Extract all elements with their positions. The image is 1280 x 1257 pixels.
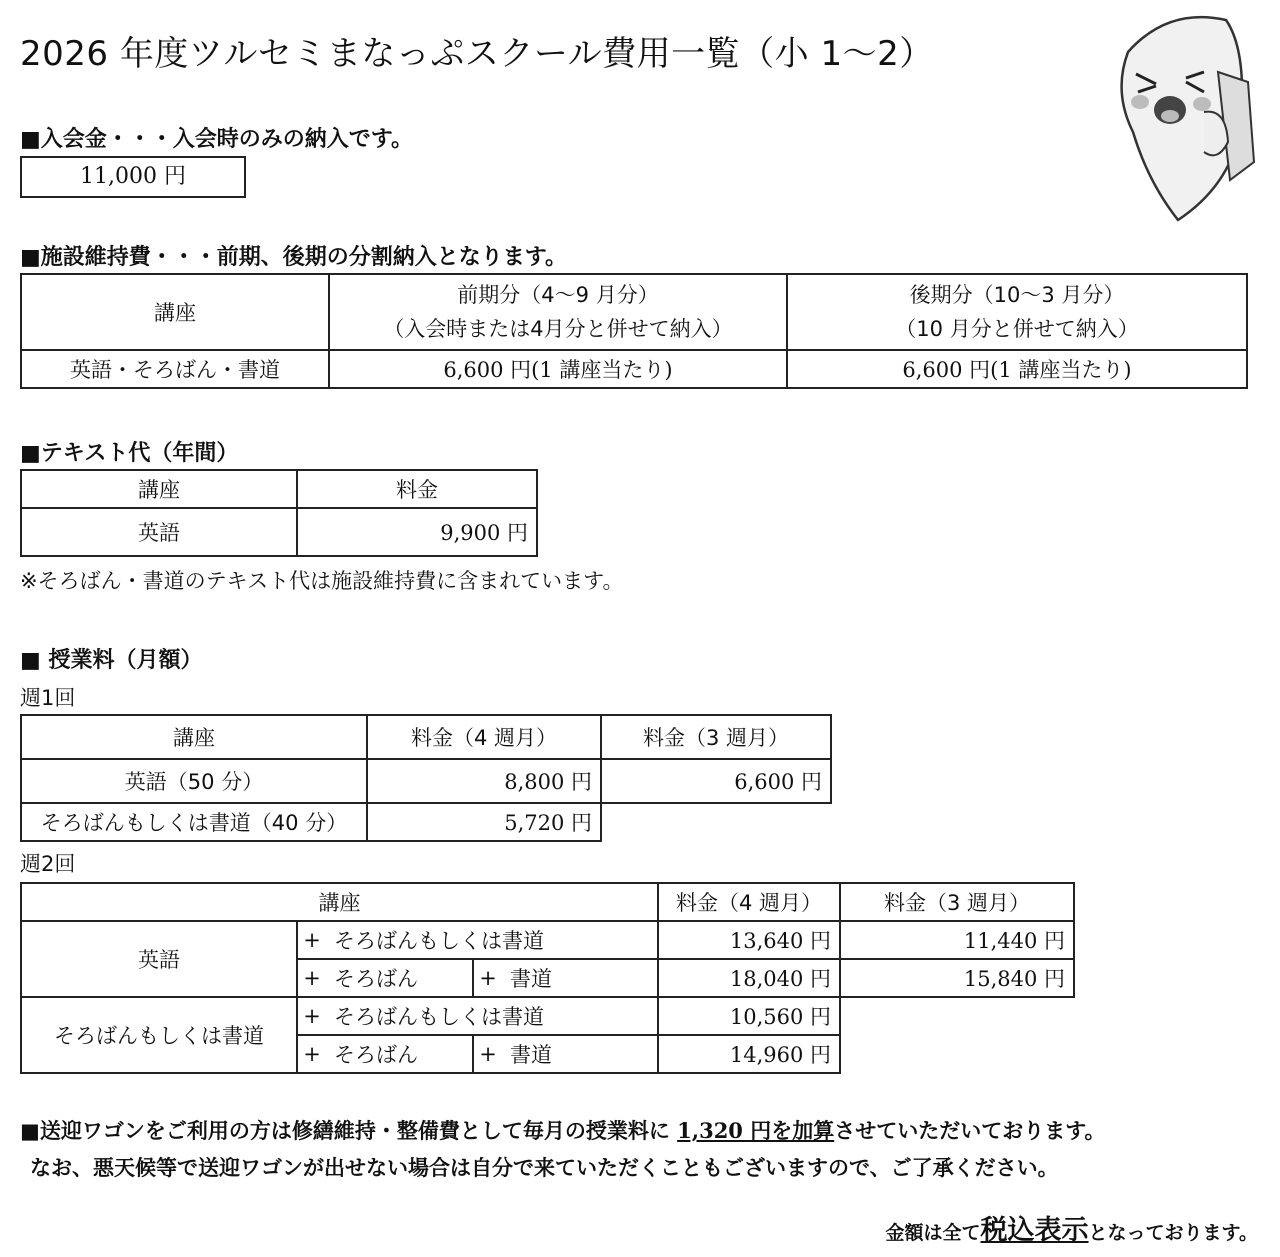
w2-combo-a: そろばん [326, 1035, 473, 1073]
enrollment-heading: ■入会金・・・入会時のみの納入です。 [20, 127, 414, 152]
tax-note [886, 1208, 1259, 1247]
w2-four: 13,640 円 [658, 921, 840, 959]
w2-combo-b: 書道 [502, 1035, 658, 1073]
w2-four: 14,960 円 [658, 1035, 840, 1073]
plus-sign: + [297, 959, 326, 997]
wagon-post: させていただいております。 [834, 1119, 1106, 1143]
w2-empty [840, 1035, 1074, 1073]
textfee-heading: ■テキスト代（年間） [20, 441, 239, 466]
w2-empty [840, 997, 1074, 1035]
w2-combo-b: 書道 [502, 959, 658, 997]
weekly1-table [20, 714, 832, 842]
plus-sign: + [297, 921, 326, 959]
textfee-row-label: 英語 [21, 508, 297, 556]
facility-row-second: 6,600 円(1 講座当たり) [787, 350, 1247, 388]
w2-head-three: 料金（3 週月） [840, 883, 1074, 921]
textfee-row-amount: 9,900 円 [297, 508, 537, 556]
wagon-note-line2: なお、悪天候等で送迎ワゴンが出せない場合は自分で来ていただくこともございますので、ご了承ください。 [30, 1156, 1059, 1180]
facility-col-course: 講座 [21, 274, 329, 350]
textfee-col-course: 講座 [21, 470, 297, 508]
textfee-col-price: 料金 [297, 470, 537, 508]
facility-heading: ■施設維持費・・・前期、後期の分割納入となります。 [20, 245, 568, 270]
w2-group-label: そろばんもしくは書道 [21, 997, 297, 1073]
facility-row-label: 英語・そろばん・書道 [21, 350, 329, 388]
tuition-heading: ■ 授業料（月額） [20, 648, 203, 673]
tax-post: となっております。 [1088, 1222, 1258, 1244]
facility-first-line2: （入会時または4月分と併せて納入） [383, 317, 733, 341]
weekly1-label: 週1回 [20, 686, 76, 710]
w1-head-three: 料金（3 週月） [601, 715, 831, 759]
w1-row-label: そろばんもしくは書道（40 分） [21, 803, 367, 841]
w2-head-course: 講座 [21, 883, 658, 921]
w2-combo: そろばんもしくは書道 [326, 997, 658, 1035]
w2-combo: そろばんもしくは書道 [326, 921, 658, 959]
w2-three: 15,840 円 [840, 959, 1074, 997]
w2-three: 11,440 円 [840, 921, 1074, 959]
facility-second-line1: 後期分（10～3 月分） [909, 283, 1125, 307]
plus-sign: + [473, 959, 502, 997]
enrollment-amount: 11,000 円 [20, 156, 246, 198]
plus-sign: + [297, 997, 326, 1035]
textfee-table [20, 469, 538, 557]
w2-group-label: 英語 [21, 921, 297, 997]
mascot-illustration [1108, 12, 1258, 224]
facility-table [20, 273, 1248, 389]
wagon-pre: ■送迎ワゴンをご利用の方は修繕維持・整備費として毎月の授業料に [20, 1119, 678, 1143]
wagon-note-line1 [20, 1115, 1106, 1145]
w1-row-label: 英語（50 分） [21, 759, 367, 803]
w1-row-empty [601, 803, 831, 841]
page-title: 2026 年度ツルセミまなっぷスクール費用一覧（小 1～2） [20, 34, 934, 74]
w1-row-four: 8,800 円 [367, 759, 601, 803]
textfee-note: ※そろばん・書道のテキスト代は施設維持費に含まれています。 [20, 569, 624, 593]
w1-head-course: 講座 [21, 715, 367, 759]
w2-four: 10,560 円 [658, 997, 840, 1035]
facility-row-first: 6,600 円(1 講座当たり) [329, 350, 787, 388]
tax-emph: 税込表示 [980, 1215, 1089, 1246]
facility-col-second [787, 274, 1247, 350]
facility-first-line1: 前期分（4～9 月分） [457, 283, 659, 307]
wagon-amount: 1,320 円を加算 [677, 1118, 835, 1143]
w1-row-four: 5,720 円 [367, 803, 601, 841]
weekly2-label: 週2回 [20, 852, 76, 876]
w2-combo-a: そろばん [326, 959, 473, 997]
facility-second-line2: （10 月分と併せて納入） [895, 317, 1139, 341]
tax-pre: 金額は全て [885, 1222, 981, 1244]
facility-col-first [329, 274, 787, 350]
w2-head-four: 料金（4 週月） [658, 883, 840, 921]
plus-sign: + [297, 1035, 326, 1073]
plus-sign: + [473, 1035, 502, 1073]
w2-four: 18,040 円 [658, 959, 840, 997]
w1-row-three: 6,600 円 [601, 759, 831, 803]
weekly2-table [20, 882, 1075, 1074]
w1-head-four: 料金（4 週月） [367, 715, 601, 759]
